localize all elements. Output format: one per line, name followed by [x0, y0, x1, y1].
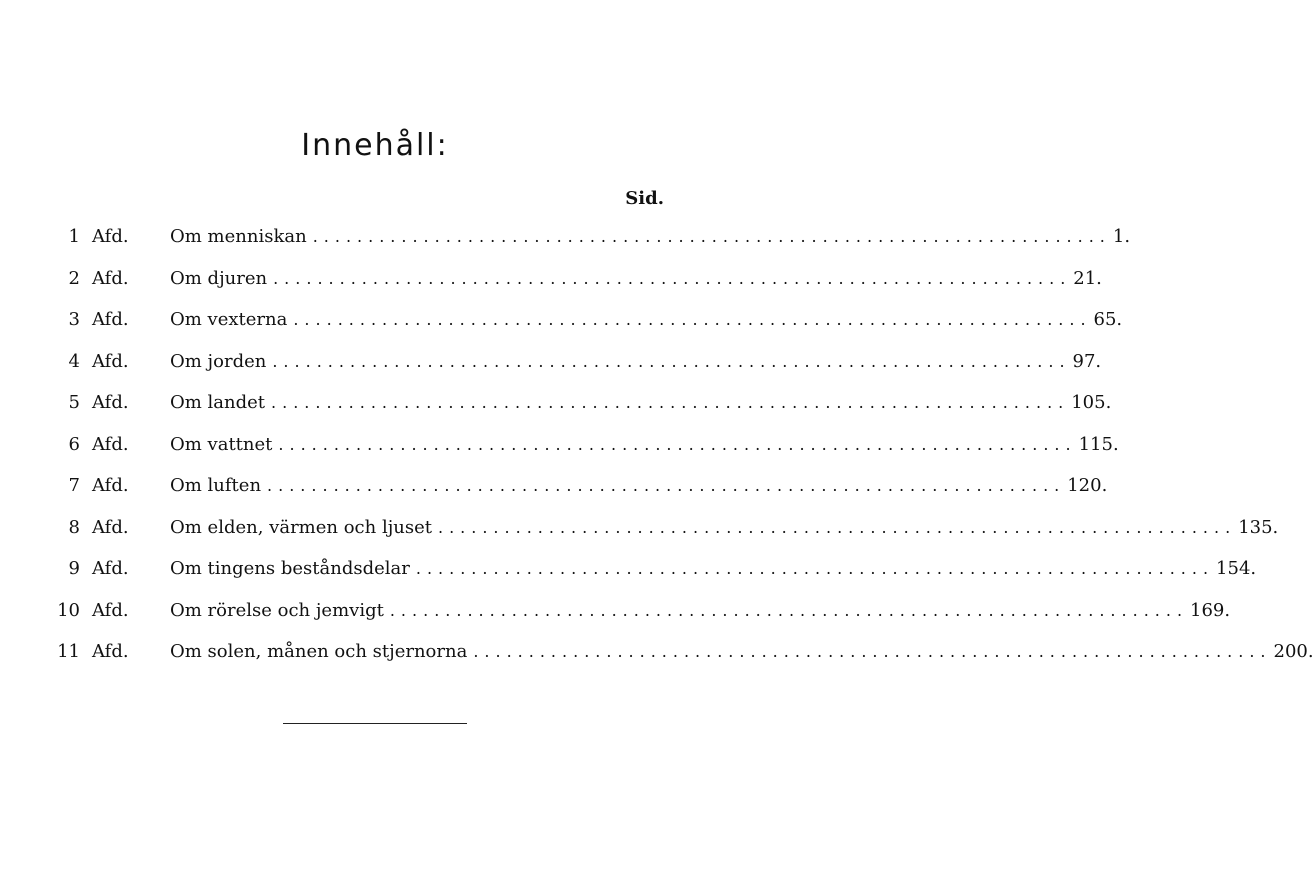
entry-subject: Om elden, värmen och ljuset [170, 516, 432, 538]
dot-leader: ........................................................................ [415, 559, 1215, 578]
entry-subject: Om landet [170, 392, 266, 413]
toc-entry [56, 433, 1119, 476]
entry-subject: Om tingens beståndsdelar [170, 558, 410, 579]
toc-entry [56, 267, 1102, 310]
dot-leader: ........................................................................ [293, 310, 1092, 329]
toc-entry [56, 641, 1314, 683]
entry-page-number: 1. [1112, 226, 1131, 247]
entry-number: 8 [68, 516, 80, 538]
toc-entry [56, 309, 1123, 351]
entry-part-label: Afd. [92, 267, 129, 289]
entry-page-number: 105. [1071, 392, 1112, 413]
entry-page-number: 135. [1238, 516, 1279, 538]
entry-page-number: 154. [1216, 558, 1257, 579]
entry-number: 2 [68, 267, 80, 289]
dot-leader: ........................................................................ [438, 517, 1237, 537]
entry-subject: Om menniskan [170, 226, 307, 247]
entry-part-label: Afd. [92, 558, 129, 579]
dot-leader: ........................................................................ [271, 393, 1070, 412]
dot-leader: ........................................................................ [389, 600, 1189, 620]
dot-leader: ........................................................................ [273, 268, 1072, 288]
toc-entry [56, 392, 1112, 434]
horizontal-rule-divider [283, 723, 467, 724]
entry-page-number: 169. [1190, 599, 1231, 621]
entry-part-label: Afd. [92, 516, 129, 538]
entry-number: 6 [68, 433, 80, 455]
entry-subject: Om rörelse och jemvigt [170, 599, 384, 621]
toc-entry [56, 558, 1257, 600]
entry-page-number: 21. [1073, 267, 1102, 289]
entry-part-label: Afd. [92, 392, 129, 413]
dot-leader: ........................................................................ [312, 227, 1111, 246]
entry-part-label: Afd. [92, 350, 129, 372]
entry-number: 1 [68, 226, 80, 247]
entry-number: 4 [68, 350, 80, 372]
page-column-header: Sid. [625, 188, 664, 209]
entry-number: 9 [68, 558, 80, 579]
dot-leader: ........................................................................ [278, 434, 1077, 454]
dot-leader: ........................................................................ [272, 351, 1071, 371]
entry-number: 3 [68, 309, 80, 330]
entry-part-label: Afd. [92, 599, 129, 621]
entry-number: 10 [57, 599, 80, 621]
entry-page-number: 65. [1093, 309, 1123, 330]
entry-number: 11 [57, 641, 80, 662]
toc-entry [56, 226, 1131, 268]
entry-number: 7 [68, 475, 80, 496]
dot-leader: ........................................................................ [267, 476, 1066, 495]
entry-subject: Om solen, månen och stjernorna [170, 641, 468, 662]
entry-part-label: Afd. [92, 641, 129, 662]
entry-subject: Om luften [170, 475, 262, 496]
entry-part-label: Afd. [92, 475, 129, 496]
toc-entry [56, 516, 1279, 559]
entry-page-number: 115. [1078, 433, 1119, 455]
entry-page-number: 97. [1072, 350, 1102, 372]
table-of-contents [56, 226, 1314, 683]
toc-entry [56, 599, 1231, 642]
entry-subject: Om jorden [170, 350, 267, 372]
entry-subject: Om djuren [170, 267, 268, 289]
entry-part-label: Afd. [92, 309, 129, 330]
entry-subject: Om vattnet [170, 433, 273, 455]
toc-entry [56, 475, 1108, 517]
entry-part-label: Afd. [92, 226, 129, 247]
entry-page-number: 120. [1067, 475, 1108, 496]
entry-part-label: Afd. [92, 433, 129, 455]
toc-entry [56, 350, 1102, 393]
entry-page-number: 200. [1273, 641, 1314, 662]
page-title: Innehåll: [301, 128, 449, 163]
entry-number: 5 [68, 392, 80, 413]
entry-subject: Om vexterna [170, 309, 288, 330]
dot-leader: ........................................................................ [473, 642, 1272, 661]
